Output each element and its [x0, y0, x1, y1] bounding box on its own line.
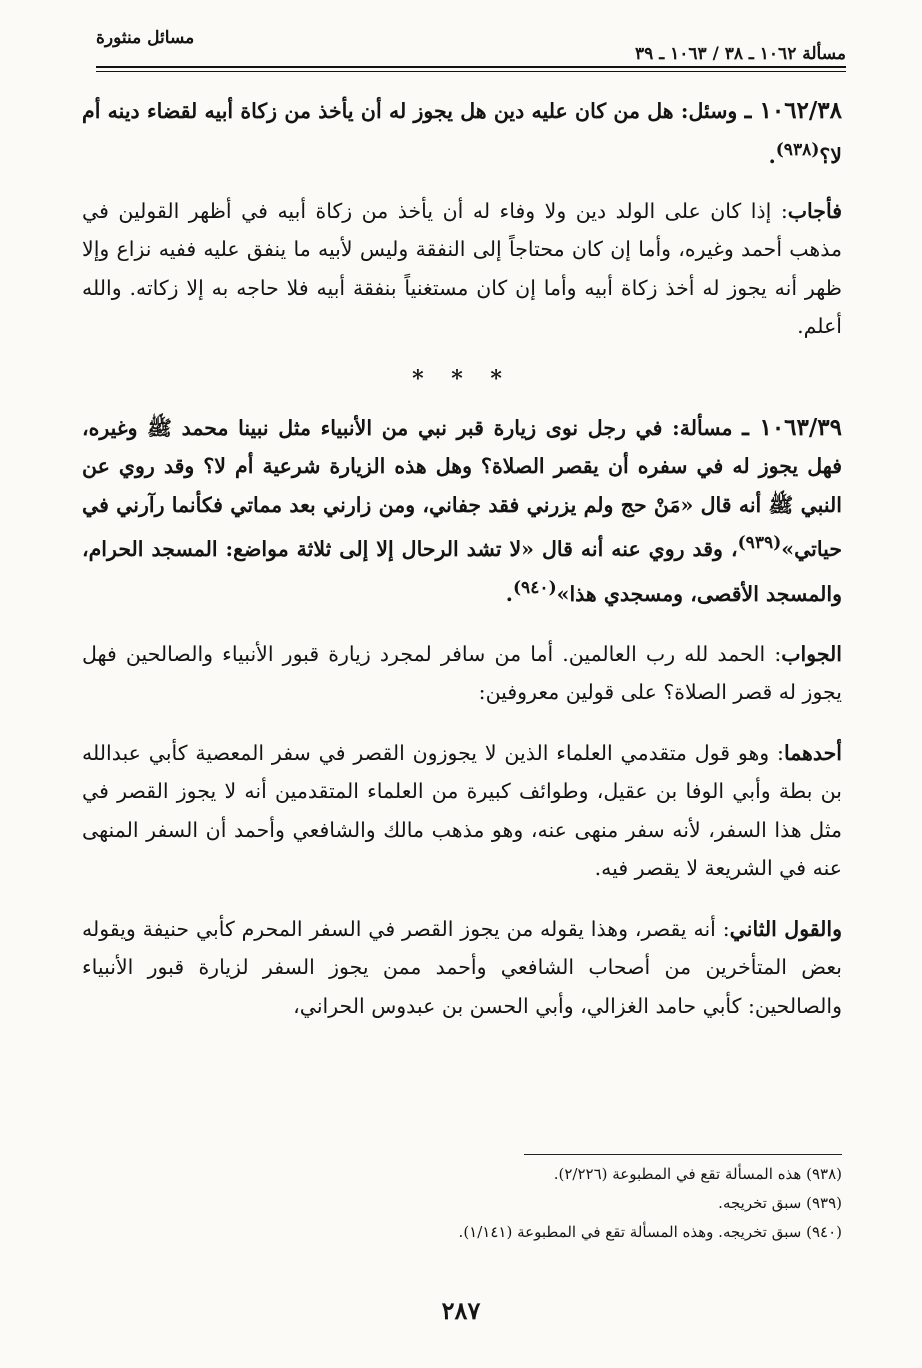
- second-opinion-paragraph: [82, 910, 842, 1026]
- footnote-938: (٩٣٨) هذه المسألة تقع في المطبوعة (٢/٢٢٦).: [553, 1165, 842, 1183]
- question-text: : هل من كان عليه دين هل يجوز له أن يأخذ من زكاة أبيه لقضاء دينه أم لا؟: [82, 99, 842, 168]
- header-chapter-title: مسائل منثورة: [96, 28, 195, 48]
- question-text-part-2: ، وقد روي عنه أنه قال «لا تشد الرحال إلا إلى ثلاثة مواضع: المسجد الحرام، والمسجد الأقصى، ومسجدي هذا»: [82, 537, 842, 606]
- answer-label: الجواب: [781, 641, 842, 666]
- answer-1039: [82, 635, 842, 712]
- question-1039: [82, 409, 842, 613]
- question-text-part-3: .: [505, 581, 513, 606]
- question-text-part-1: : في رجل نوى زيارة قبر نبي من الأنبياء مثل نبينا محمد ﷺ وغيره، فهل يجوز له في سفره أن يقصر الصلاة؟ وهل هذه الزيارة شرعية أم لا؟ وقد روي عن النبي ﷺ أنه قال «مَنْ حج ولم يزرني فقد جفاني، ومن زارني بعد مماتي فكأنما رآرني في حياتي»: [82, 415, 842, 562]
- running-header: [96, 26, 846, 66]
- second-opinion-label: والقول الثاني: [729, 916, 843, 941]
- first-opinion-label: أحدهما: [783, 740, 842, 765]
- header-rule-thin: [96, 71, 846, 72]
- footnotes: [322, 1160, 842, 1247]
- question-1038: ١٠٦٢/٣٨ ـ وسئل: هل من كان عليه دين هل يجوز له أن يأخذ من زكاة أبيه لقضاء دينه أم لا؟$^{(٩٣٨)}$.: [82, 97, 843, 168]
- page-body: [82, 92, 842, 1025]
- first-opinion-paragraph: [82, 734, 842, 888]
- header-issue-range: مسألة ١٠٦٢ ـ ٣٨ / ١٠٦٣ ـ ٣٩: [635, 44, 846, 64]
- answer-text: : إذا كان على الولد دين ولا وفاء له أن يأخذ من زكاة أبيه في أظهر القولين في مذهب أحمد وغيره، وأما إن كان محتاجاً إلى النفقة وليس لأبيه ما ينفق عليه ففيه نزاع وإلا ظهر أنه يجوز له أخذ زكاة أبيه وأما إن كان مستغنياً بنفقة أبيه فلا حاجه به إلا زكاته. والله أعلم.: [82, 198, 842, 339]
- header-rule-thick: [96, 66, 846, 68]
- footnote-ref-939[interactable]: (٩٣٩): [737, 533, 782, 554]
- issue-number: ١٠٦٣/٣٩ ـ: [742, 413, 842, 441]
- second-opinion-text: : أنه يقصر، وهذا يقوله من يجوز القصر في السفر المحرم كأبي حنيفة ويقوله بعض المتأخرين من أصحاب الشافعي وأحمد ممن يجوز السفر لزيارة قبور الأنبياء والصالحين: كأبي حامد الغزالي، وأبي الحسن بن عبدوس الحراني،: [82, 916, 842, 1018]
- footnote-939: (٩٣٩) سبق تخريجه.: [718, 1194, 842, 1212]
- first-opinion-text: : وهو قول متقدمي العلماء الذين لا يجوزون القصر في سفر المعصية كأبي عبدالله بن بطة وأبي الوفا بن عقيل، وطوائف كبيرة من العلماء المتقدمين أنه لا يجوز القصر في مثل هذا السفر، لأنه سفر منهى عنه، وهو مذهب مالك والشافعي وأحمد أن السفر المنهى عنه في الشريعة لا يقصر فيه.: [82, 740, 842, 881]
- question-label: وسئل: [688, 99, 738, 123]
- question-label: مسألة: [679, 415, 733, 440]
- issue-number: ١٠٦٢/٣٨ ـ: [744, 97, 843, 124]
- footnote-940: (٩٤٠) سبق تخريجه. وهذه المسألة تقع في المطبوعة (١/١٤١).: [458, 1223, 842, 1241]
- section-separator: * * *: [412, 365, 512, 392]
- answer-label: فأجاب: [787, 198, 842, 223]
- answer-1038: [82, 192, 842, 346]
- footnote-ref-938[interactable]: (٩٣٨): [775, 139, 820, 160]
- page-number: ٢٨٧: [441, 1296, 481, 1325]
- answer-text: : الحمد لله رب العالمين. أما من سافر لمجرد زيارة قبور الأنبياء والصالحين فهل يجوز له قصر الصلاة؟ على قولين معروفين:: [82, 641, 842, 705]
- footnote-divider: [524, 1154, 842, 1155]
- footnote-ref-940[interactable]: (٩٤٠): [512, 577, 557, 598]
